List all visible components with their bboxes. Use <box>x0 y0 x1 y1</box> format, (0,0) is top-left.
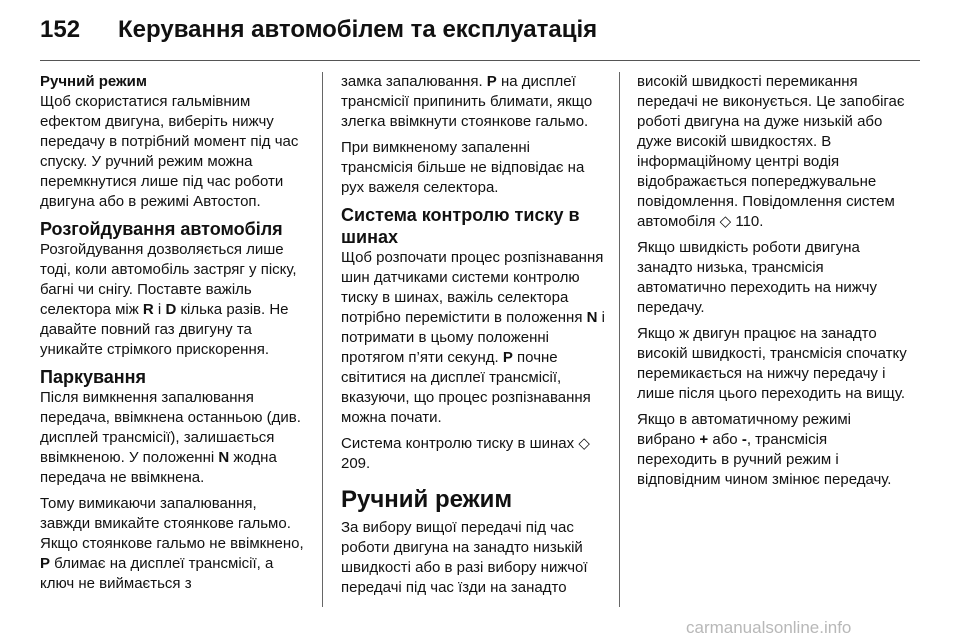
column-middle <box>341 72 605 604</box>
page-title: Керування автомобілем та експлуатація <box>118 16 598 43</box>
column-divider <box>619 72 620 607</box>
paragraph: Якщо в автоматичному режимі вибрано + або -, трансмісія переходить в ручний режим і відповідним чином змінює передачу. <box>637 411 892 488</box>
column-left <box>40 72 304 600</box>
page-number: 152 <box>40 16 81 43</box>
section-heading-tpms: Система контролю тиску в шинах <box>341 205 580 247</box>
paragraph: Якщо швидкість роботи двигуна занадто низька, трансмісія автоматично переходить на нижчу передачу. <box>637 239 877 316</box>
section-heading-manual-mode: Ручний режим <box>40 73 147 90</box>
section-heading-manual-mode-large: Ручний режим <box>341 486 513 513</box>
paragraph: високій швидкості перемикання передачі не виконується. Це запобігає роботі двигуна на дуже низькій або дуже високій швидкостях. В інформаційному центрі водія відображається попереджувальне повідомлення. Повідомлення систем автомобіля ◇ 110. <box>637 73 905 230</box>
paragraph: Розгойдування дозволяється лише тоді, коли автомобіль застряг у піску, багні чи снігу. Поставте важіль селектора між R і D кілька разів. Не давайте повний газ двигуну та уникайте стрімкого прискорення. <box>40 241 297 358</box>
paragraph: При вимкненому запаленні трансмісія більше не відповідає на рух важеля селектора. <box>341 139 585 196</box>
paragraph: Після вимкнення запалювання передача, ввімкнена останньою (див. дисплей трансмісії), залишається ввімкненою. У положенні N жодна передача не ввімкнена. <box>40 389 301 486</box>
section-heading-rocking: Розгойдування автомобіля <box>40 219 283 239</box>
paragraph: За вибору вищої передачі під час роботи двигуна на занадто низькій швидкості або в разі вибору нижчої передачі під час їзди на занадто <box>341 519 588 596</box>
paragraph: Тому вимикаючи запалювання, завжди вмикайте стоянкове гальмо. Якщо стоянкове гальмо не ввімкнено, P блимає на дисплеї трансмісії, а ключ не виймається з <box>40 495 304 592</box>
header-divider <box>40 60 920 61</box>
column-divider <box>322 72 323 607</box>
section-heading-parking: Паркування <box>40 367 147 387</box>
paragraph: Щоб розпочати процес розпізнавання шин датчиками системи контролю тиску в шинах, важіль селектора потрібно перемістити в положення N і потримати в цьому положенні протягом п’яти секунд. P почне світитися на дисплеї трансмісії, вказуючи, що процес розпізнавання можна почати. <box>341 249 605 426</box>
paragraph: Якщо ж двигун працює на занадто високій швидкості, трансмісія спочатку перемикається на нижчу передачу і лише після цього переходить на вищу. <box>637 325 907 402</box>
paragraph: Система контролю тиску в шинах ◇ 209. <box>341 435 590 472</box>
paragraph: замка запалювання. P на дисплеї трансмісії припинить блимати, якщо злегка ввімкнути стоянкове гальмо. <box>341 73 593 130</box>
watermark: carmanualsonline.info <box>686 618 852 637</box>
column-right <box>637 72 907 496</box>
page-header <box>40 16 920 56</box>
paragraph: Щоб скористатися гальмівним ефектом двигуна, виберіть нижчу передачу в потрібний момент під час спуску. У ручний режим можна перемкнутися лише під час роботи двигуна або в режимі Автостоп. <box>40 93 299 210</box>
